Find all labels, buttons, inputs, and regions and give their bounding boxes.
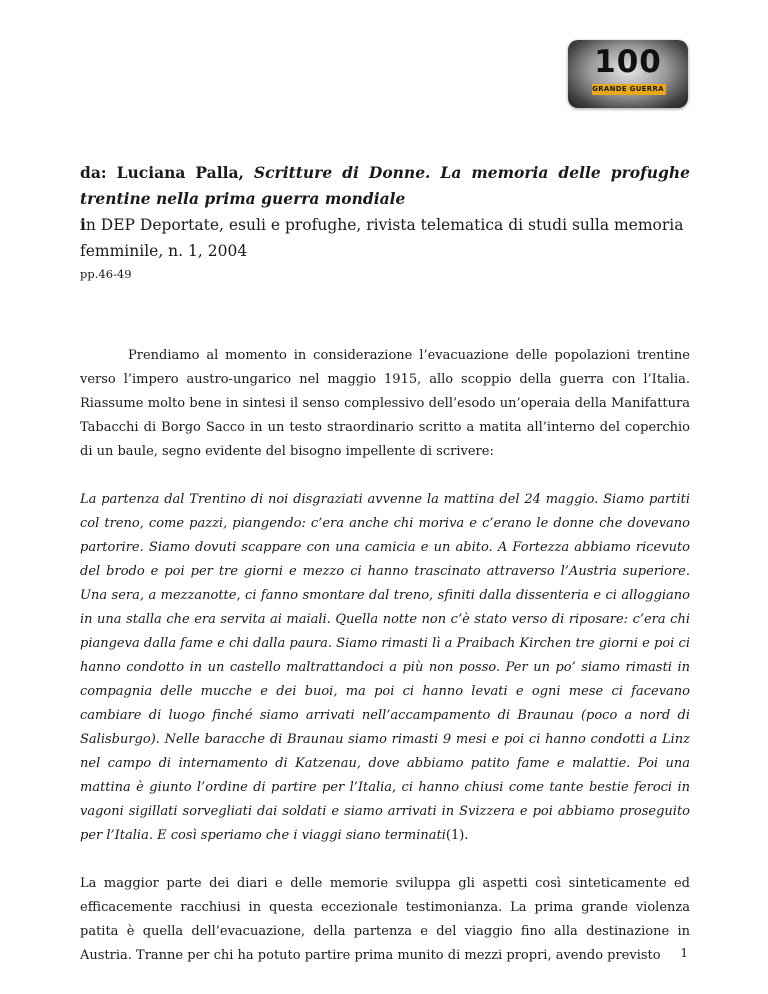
logo-100-grande-guerra [568,40,688,108]
citation-header [80,160,690,284]
footnote-ref: (1). [445,828,469,843]
quote-text: La partenza dal Trentino di noi disgraziati avvenne la mattina del 24 maggio. Siamo partiti col treno, come pazzi, piangendo: c’era anche chi moriva e c’erano le donne che dovevano partorire. Siamo dovuti scappare con una camicia e un abito. A Fortezza abbiamo ricevuto del brodo e poi per tre giorni e mezzo ci hanno trascinato attraverso l’Austria superiore. Una sera, a mezzanotte, ci fanno smontare dal treno, sfiniti dalla dissenteria e ci alloggiano in una stalla che era servita ai maiali. Quella notte non c’è stato verso di riposare: c’era chi piangeva dalla fame e chi dalla paura. Siamo rimasti lì a Praibach Kirchen tre giorni e poi ci hanno condotto in un castello maltrattandoci a più non posso. Per un po’ siamo rimasti in compagnia delle mucche e dei buoi, ma poi ci hanno levati e ogni mese ci facevano cambiare di luogo finché siamo arrivati nell’accampamento di Braunau (poco a nord di Salisburgo). Nelle baracche di Braunau siamo rimasti 9 mesi e poi ci hanno condotti a Linz nel campo di internamento di Katzenau, dove abbiamo patito fame e malattie. Poi una mattina è giunto l’ordine di partire per l’Italia, ci hanno chiusi come tante bestie feroci in vagoni sigillati sorvegliati dai soldati e siamo arrivati in Svizzera e poi abbiamo proseguito per l’Italia. E così speriamo che i viaggi siano terminati [80,492,690,843]
page-number: 1 [680,946,688,960]
citation-author: da: Luciana Palla, [80,163,254,182]
citation-work-title: Scritture di Donne. La memoria delle profughe trentine nella prima guerra mondiale [80,163,690,208]
body-paragraph: La maggior parte dei diari e delle memorie sviluppa gli aspetti così sinteticamente ed efficacemente racchiusi in questa eccezionale testimonianza. La prima grande violenza patita è quella dell’evacuazione, della partenza e del viaggio fino alla destinazione in Austria. Tranne per chi ha potuto partire prima munito di mezzi propri, avendo previsto [80,876,690,963]
logo-subtitle: GRANDE GUERRA [592,85,664,93]
citation-title [80,160,690,212]
logo-number: 100 [594,44,662,80]
citation-source-text: n DEP Deportate, esuli e profughe, rivista telematica di studi sulla memoria femminile, n. 1, 2004 [80,216,684,260]
testimony-quote [80,488,690,848]
intro-paragraph: Prendiamo al momento in considerazione l’evacuazione delle popolazioni trentine verso l’impero austro-ungarico nel maggio 1915, allo scoppio della guerra con l’Italia. Riassume molto bene in sintesi il senso complessivo dell’esodo un’operaia della Manifattura Tabacchi di Borgo Sacco in un testo straordinario scritto a matita all’interno del coperchio di un baule, segno evidente del bisogno impellente di scrivere: [80,348,690,459]
document-body [80,344,690,968]
citation-source [80,212,690,264]
citation-source-initial: i [80,215,86,234]
citation-pages: pp.46-49 [80,267,132,281]
